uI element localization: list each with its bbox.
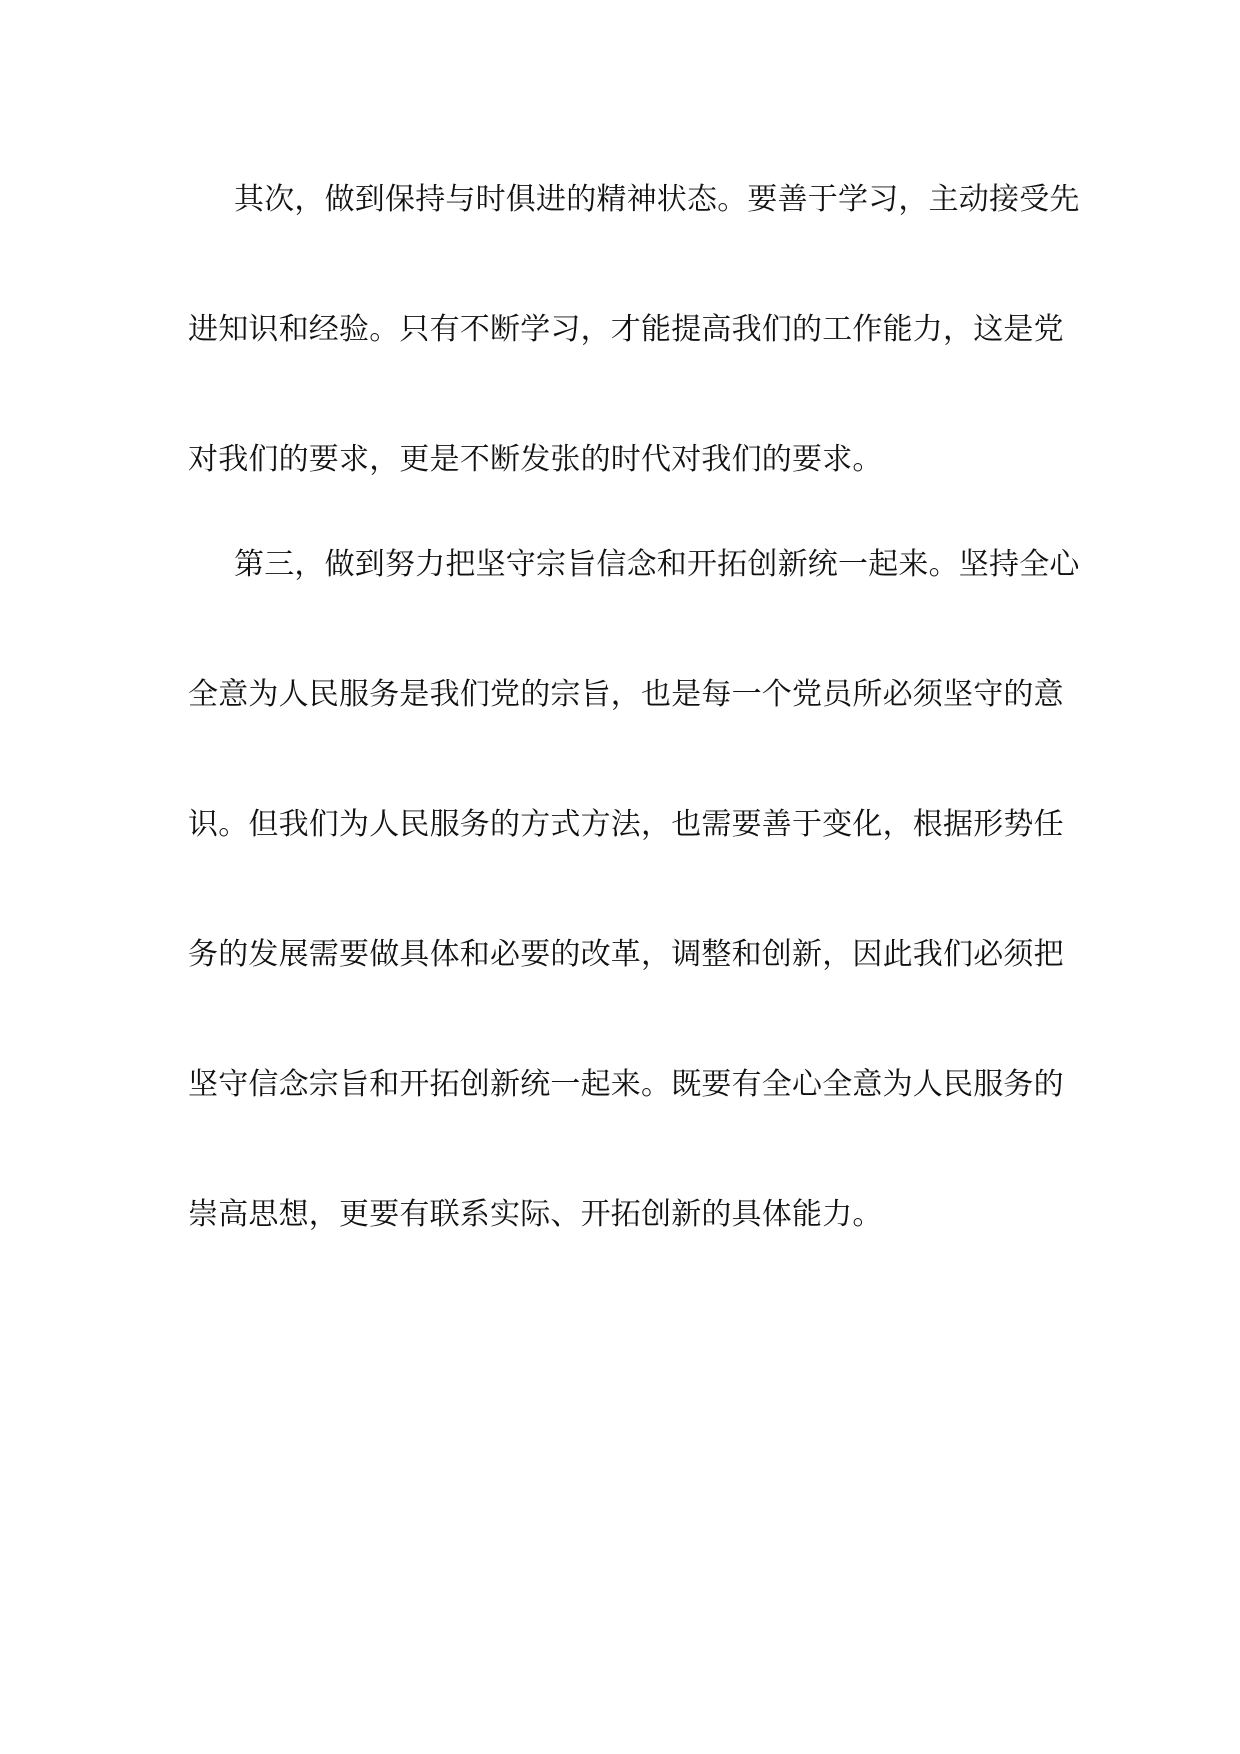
paragraph-3-line-3: 识。但我们为人民服务的方式方法，也需要善于变化，根据形势任 (188, 807, 1064, 842)
paragraph-2-line-3: 对我们的要求，更是不断发张的时代对我们的要求。 (188, 442, 883, 477)
paragraph-3-line-1: 第三，做到努力把坚守宗旨信念和开拓创新统一起来。坚持全心 (234, 547, 1080, 582)
paragraph-3-line-2: 全意为人民服务是我们党的宗旨，也是每一个党员所必须坚守的意 (188, 677, 1064, 712)
paragraph-2-line-1: 其次，做到保持与时俱进的精神状态。要善于学习，主动接受先 (234, 182, 1080, 217)
paragraph-2-line-2: 进知识和经验。只有不断学习，才能提高我们的工作能力，这是党 (188, 312, 1064, 347)
paragraph-3-line-5: 坚守信念宗旨和开拓创新统一起来。既要有全心全意为人民服务的 (188, 1067, 1064, 1102)
paragraph-3-line-4: 务的发展需要做具体和必要的改革，调整和创新，因此我们必须把 (188, 937, 1064, 972)
paragraph-3-line-6: 崇高思想，更要有联系实际、开拓创新的具体能力。 (188, 1197, 883, 1232)
